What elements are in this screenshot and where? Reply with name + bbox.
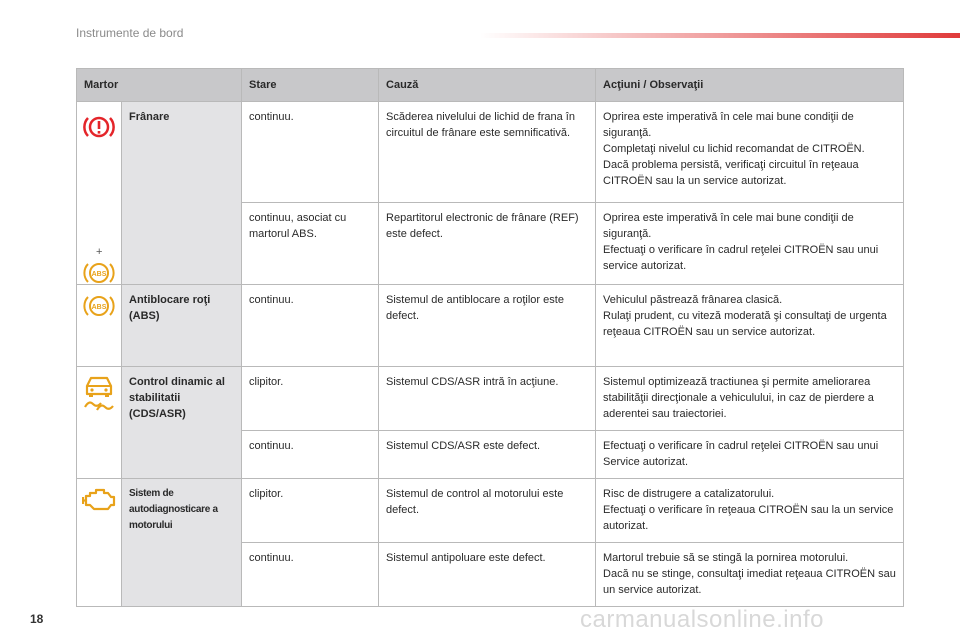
table-header-row bbox=[77, 69, 904, 102]
col-header-actiuni: Acţiuni / Observaţii bbox=[596, 69, 904, 102]
cauza-cell: Sistemul CDS/ASR intră în acţiune. bbox=[379, 367, 596, 431]
actiuni-cell: Martorul trebuie să se stingă la pornirea motorului. Dacă nu se stinge, consultaţi imediat reţeaua CITROËN sau un service autorizat. bbox=[596, 543, 904, 607]
cauza-cell: Sistemul de antiblocare a roţilor este defect. bbox=[379, 285, 596, 367]
stare-cell: continuu, asociat cu martorul ABS. bbox=[242, 203, 379, 285]
actiuni-cell: Vehiculul păstrează frânarea clasică. Rulaţi prudent, cu viteză moderată şi consultaţi de urgenta reţeaua CITROËN sau un service autorizat. bbox=[596, 285, 904, 367]
table-row bbox=[77, 285, 904, 367]
plus-sign: + bbox=[96, 246, 103, 258]
icon-cell-cds bbox=[77, 367, 122, 479]
watermark: carmanualsonline.info bbox=[580, 606, 824, 633]
icon-cell-engine bbox=[77, 479, 122, 607]
stare-cell: clipitor. bbox=[242, 367, 379, 431]
stare-cell: continuu. bbox=[242, 285, 379, 367]
icon-cell-franare bbox=[77, 102, 122, 285]
col-header-cauza: Cauză bbox=[379, 69, 596, 102]
brake-warning-icon bbox=[83, 113, 115, 141]
abs-icon bbox=[83, 259, 115, 287]
actiuni-cell: Efectuaţi o verificare în cadrul reţelei CITROËN sau unui Service autorizat. bbox=[596, 431, 904, 479]
warning-name: Sistem de autodiagnosticare a motorului bbox=[122, 479, 242, 607]
section-title: Instrumente de bord bbox=[76, 26, 184, 40]
table-row bbox=[77, 367, 904, 431]
header-accent-bar bbox=[480, 33, 960, 38]
svg-text:ABS: ABS bbox=[91, 271, 107, 278]
warning-name: Control dinamic al stabilitatii (CDS/ASR) bbox=[122, 367, 242, 479]
col-header-stare: Stare bbox=[242, 69, 379, 102]
cauza-cell: Sistemul CDS/ASR este defect. bbox=[379, 431, 596, 479]
page-number: 18 bbox=[30, 612, 44, 626]
stare-cell: continuu. bbox=[242, 431, 379, 479]
cauza-cell: Sistemul antipoluare este defect. bbox=[379, 543, 596, 607]
warning-name: Antiblocare roţi (ABS) bbox=[122, 285, 242, 367]
actiuni-cell: Risc de distrugere a catalizatorului. Efectuaţi o verificare în reţeaua CITROËN sau la un service autorizat. bbox=[596, 479, 904, 543]
stability-control-icon bbox=[81, 373, 117, 413]
cauza-cell: Sistemul de control al motorului este defect. bbox=[379, 479, 596, 543]
svg-text:ABS: ABS bbox=[91, 304, 107, 311]
warning-lights-table bbox=[76, 68, 904, 607]
table-row bbox=[77, 102, 904, 203]
stare-cell: clipitor. bbox=[242, 479, 379, 543]
stare-cell: continuu. bbox=[242, 102, 379, 203]
engine-check-icon bbox=[82, 487, 116, 513]
warning-name: Frânare bbox=[122, 102, 242, 285]
cauza-cell: Scăderea nivelului de lichid de frana în circuitul de frânare este semnificativă. bbox=[379, 102, 596, 203]
cauza-cell: Repartitorul electronic de frânare (REF) este defect. bbox=[379, 203, 596, 285]
col-header-martor: Martor bbox=[77, 69, 242, 102]
actiuni-cell: Oprirea este imperativă în cele mai bune condiţii de siguranţă. Efectuaţi o verificare în cadrul reţelei CITROËN sau unui service autorizat. bbox=[596, 203, 904, 285]
actiuni-cell: Sistemul optimizează tractiunea şi permite ameliorarea stabilităţii direcţionale a vehiculului, in caz de pierdere a aderentei sau traiectoriei. bbox=[596, 367, 904, 431]
icon-cell-abs bbox=[77, 285, 122, 367]
table-row bbox=[77, 479, 904, 543]
stare-cell: continuu. bbox=[242, 543, 379, 607]
abs-icon bbox=[83, 292, 115, 320]
actiuni-cell: Oprirea este imperativă în cele mai bune condiţii de siguranţă. Completaţi nivelul cu lichid recomandat de CITROËN. Dacă problema persistă, verificaţi circuitul în reţeaua CITROËN sau la un service autorizat. bbox=[596, 102, 904, 203]
